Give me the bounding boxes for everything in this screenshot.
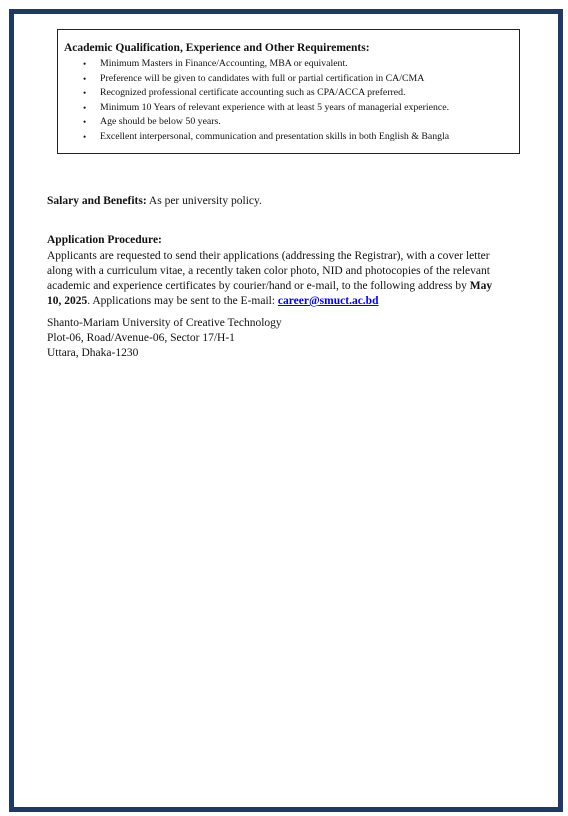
requirement-text: Age should be below 50 years. bbox=[100, 116, 221, 128]
requirement-item bbox=[64, 101, 519, 116]
application-heading: Application Procedure: bbox=[47, 234, 162, 246]
bullet-icon: • bbox=[83, 59, 87, 69]
application-line-text: academic and experience certificates by courier/hand or e-mail, to the following address by bbox=[47, 280, 470, 292]
email-link[interactable]: career@smuct.ac.bd bbox=[277, 295, 379, 307]
application-line-text: . Applications may be sent to the E-mail: bbox=[87, 295, 278, 307]
requirement-text: Recognized professional certificate accounting such as CPA/ACCA preferred. bbox=[100, 87, 406, 99]
requirement-item bbox=[64, 72, 519, 87]
bullet-icon: • bbox=[83, 117, 87, 128]
requirement-item bbox=[64, 57, 519, 72]
address-line: Plot-06, Road/Avenue-06, Sector 17/H-1 bbox=[47, 332, 235, 344]
bullet-icon: • bbox=[83, 131, 87, 142]
requirement-item bbox=[64, 130, 519, 145]
deadline-date: 10, 2025 bbox=[47, 295, 88, 307]
salary-text: As per university policy. bbox=[146, 195, 262, 207]
requirement-item bbox=[64, 86, 519, 101]
application-line bbox=[47, 294, 515, 309]
application-line: Applicants are requested to send their applications (addressing the Registrar), with a cover letter bbox=[47, 250, 490, 262]
requirement-item bbox=[64, 115, 519, 130]
address-block bbox=[47, 316, 282, 361]
requirement-text: Minimum Masters in Finance/Accounting, MBA or equivalent. bbox=[100, 58, 348, 69]
bullet-icon: • bbox=[83, 88, 87, 99]
bullet-icon: • bbox=[83, 102, 87, 113]
requirement-text: Preference will be given to candidates with full or partial certification in CA/CMA bbox=[100, 72, 425, 84]
requirement-text: Excellent interpersonal, communication and presentation skills in both English & Bangla bbox=[100, 130, 450, 142]
salary-section bbox=[47, 194, 262, 209]
salary-label: Salary and Benefits: bbox=[47, 195, 147, 207]
application-paragraph bbox=[47, 249, 515, 309]
requirement-text: Minimum 10 Years of relevant experience with at least 5 years of managerial experience. bbox=[100, 101, 450, 113]
address-line: Shanto-Mariam University of Creative Technology bbox=[47, 317, 282, 329]
requirements-list bbox=[64, 57, 519, 145]
application-line bbox=[47, 279, 515, 294]
application-line: along with a curriculum vitae, a recently taken color photo, NID and photocopies of the relevant bbox=[47, 265, 490, 277]
deadline-month: May bbox=[469, 280, 493, 292]
bullet-icon: • bbox=[83, 73, 87, 84]
requirements-box bbox=[57, 29, 520, 154]
requirements-heading: Academic Qualification, Experience and Other Requirements: bbox=[64, 42, 370, 54]
address-line: Uttara, Dhaka-1230 bbox=[47, 347, 139, 359]
